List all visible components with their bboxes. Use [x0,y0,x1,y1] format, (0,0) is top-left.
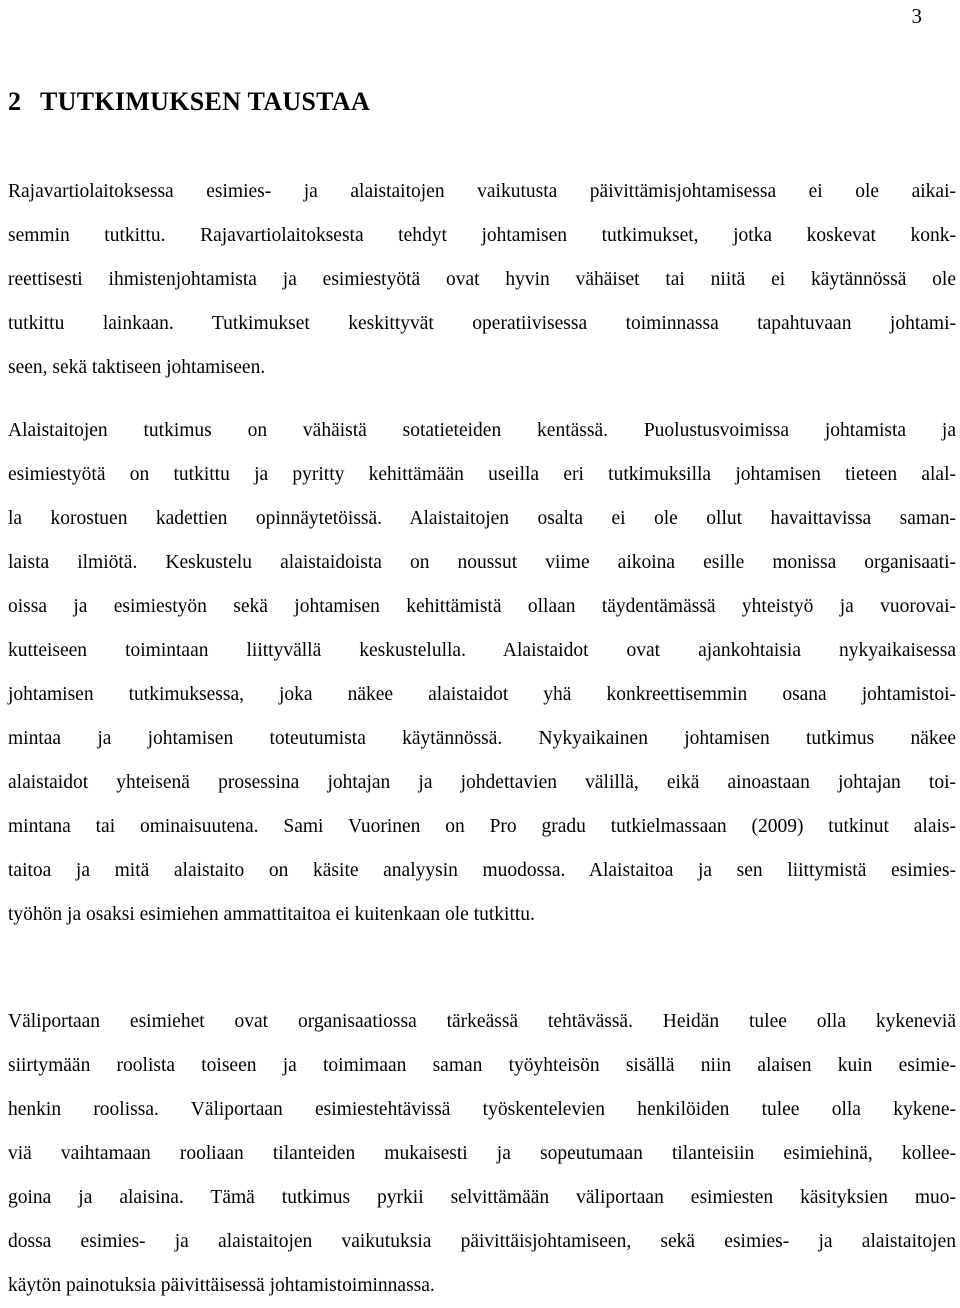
chapter-heading [8,86,370,118]
paragraph-2 [8,409,956,937]
text-line: käytön painotuksia päivittäisessä johtamistoiminnassa. [8,1275,435,1296]
paragraph-1 [8,170,956,390]
text-line: oissa ja esimiestyön sekä johtamisen kehittämistä ollaan täydentämässä yhteistyö ja vuorovai- [8,596,956,617]
text-line: esimiestyötä on tutkittu ja pyritty kehittämään useilla eri tutkimuksilla johtamisen tieteen alal- [8,464,956,485]
text-line: viä vaihtamaan rooliaan tilanteiden mukaisesti ja sopeutumaan tilanteisiin esimiehinä, kollee- [8,1143,956,1164]
text-line: seen, sekä taktiseen johtamiseen. [8,357,266,378]
text-line: goina ja alaisina. Tämä tutkimus pyrkii selvittämään väliportaan esimiesten käsityksien muo- [8,1187,956,1208]
text-line: johtamisen tutkimuksessa, joka näkee alaistaidot yhä konkreettisemmin osana johtamistoi- [8,684,956,705]
text-line: dossa esimies- ja alaistaitojen vaikutuksia päivittäisjohtamiseen, sekä esimies- ja alaistaitojen [8,1231,956,1252]
page-number: 3 [911,4,922,28]
paragraph-3 [8,1000,956,1308]
text-line: siirtymään roolista toiseen ja toimimaan saman työyhteisön sisällä niin alaisen kuin esimie- [8,1055,956,1076]
chapter-number: 2 [8,87,22,116]
text-line: tutkittu lainkaan. Tutkimukset keskittyvät operatiivisessa toiminnassa tapahtuvaan johtami- [8,313,956,334]
text-line: Väliportaan esimiehet ovat organisaatiossa tärkeässä tehtävässä. Heidän tulee olla kykeneviä [8,1011,956,1032]
text-line: laista ilmiötä. Keskustelu alaistaidoista on noussut viime aikoina esille monissa organisaati- [8,552,956,573]
text-line: Alaistaitojen tutkimus on vähäistä sotatieteiden kentässä. Puolustusvoimissa johtamista ja [8,420,956,441]
text-line: Rajavartiolaitoksessa esimies- ja alaistaitojen vaikutusta päivittämisjohtamisessa ei ole aikai- [8,181,956,202]
text-line: mintaa ja johtamisen toteutumista käytännössä. Nykyaikainen johtamisen tutkimus näkee [8,728,956,749]
text-line: mintana tai ominaisuutena. Sami Vuorinen on Pro gradu tutkielmassaan (2009) tutkinut alais- [8,816,956,837]
text-line: alaistaidot yhteisenä prosessina johtajan ja johdettavien välillä, eikä ainoastaan johtajan toi- [8,772,956,793]
text-line: semmin tutkittu. Rajavartiolaitoksesta tehdyt johtamisen tutkimukset, jotka koskevat konk- [8,225,956,246]
text-line: la korostuen kadettien opinnäytetöissä. Alaistaitojen osalta ei ole ollut havaittavissa saman- [8,508,956,529]
text-line: henkin roolissa. Väliportaan esimiestehtävissä työskentelevien henkilöiden tulee olla kykene- [8,1099,956,1120]
text-line: taitoa ja mitä alaistaito on käsite analyysin muodossa. Alaistaitoa ja sen liittymistä esimies- [8,860,956,881]
chapter-title: TUTKIMUKSEN TAUSTAA [40,87,371,116]
text-line: kutteiseen toimintaan liittyvällä keskustelulla. Alaistaidot ovat ajankohtaisia nykyaikaisessa [8,640,956,661]
text-line: työhön ja osaksi esimiehen ammattitaitoa ei kuitenkaan ole tutkittu. [8,904,535,925]
text-line: reettisesti ihmistenjohtamista ja esimiestyötä ovat hyvin vähäiset tai niitä ei käytännössä ole [8,269,956,290]
